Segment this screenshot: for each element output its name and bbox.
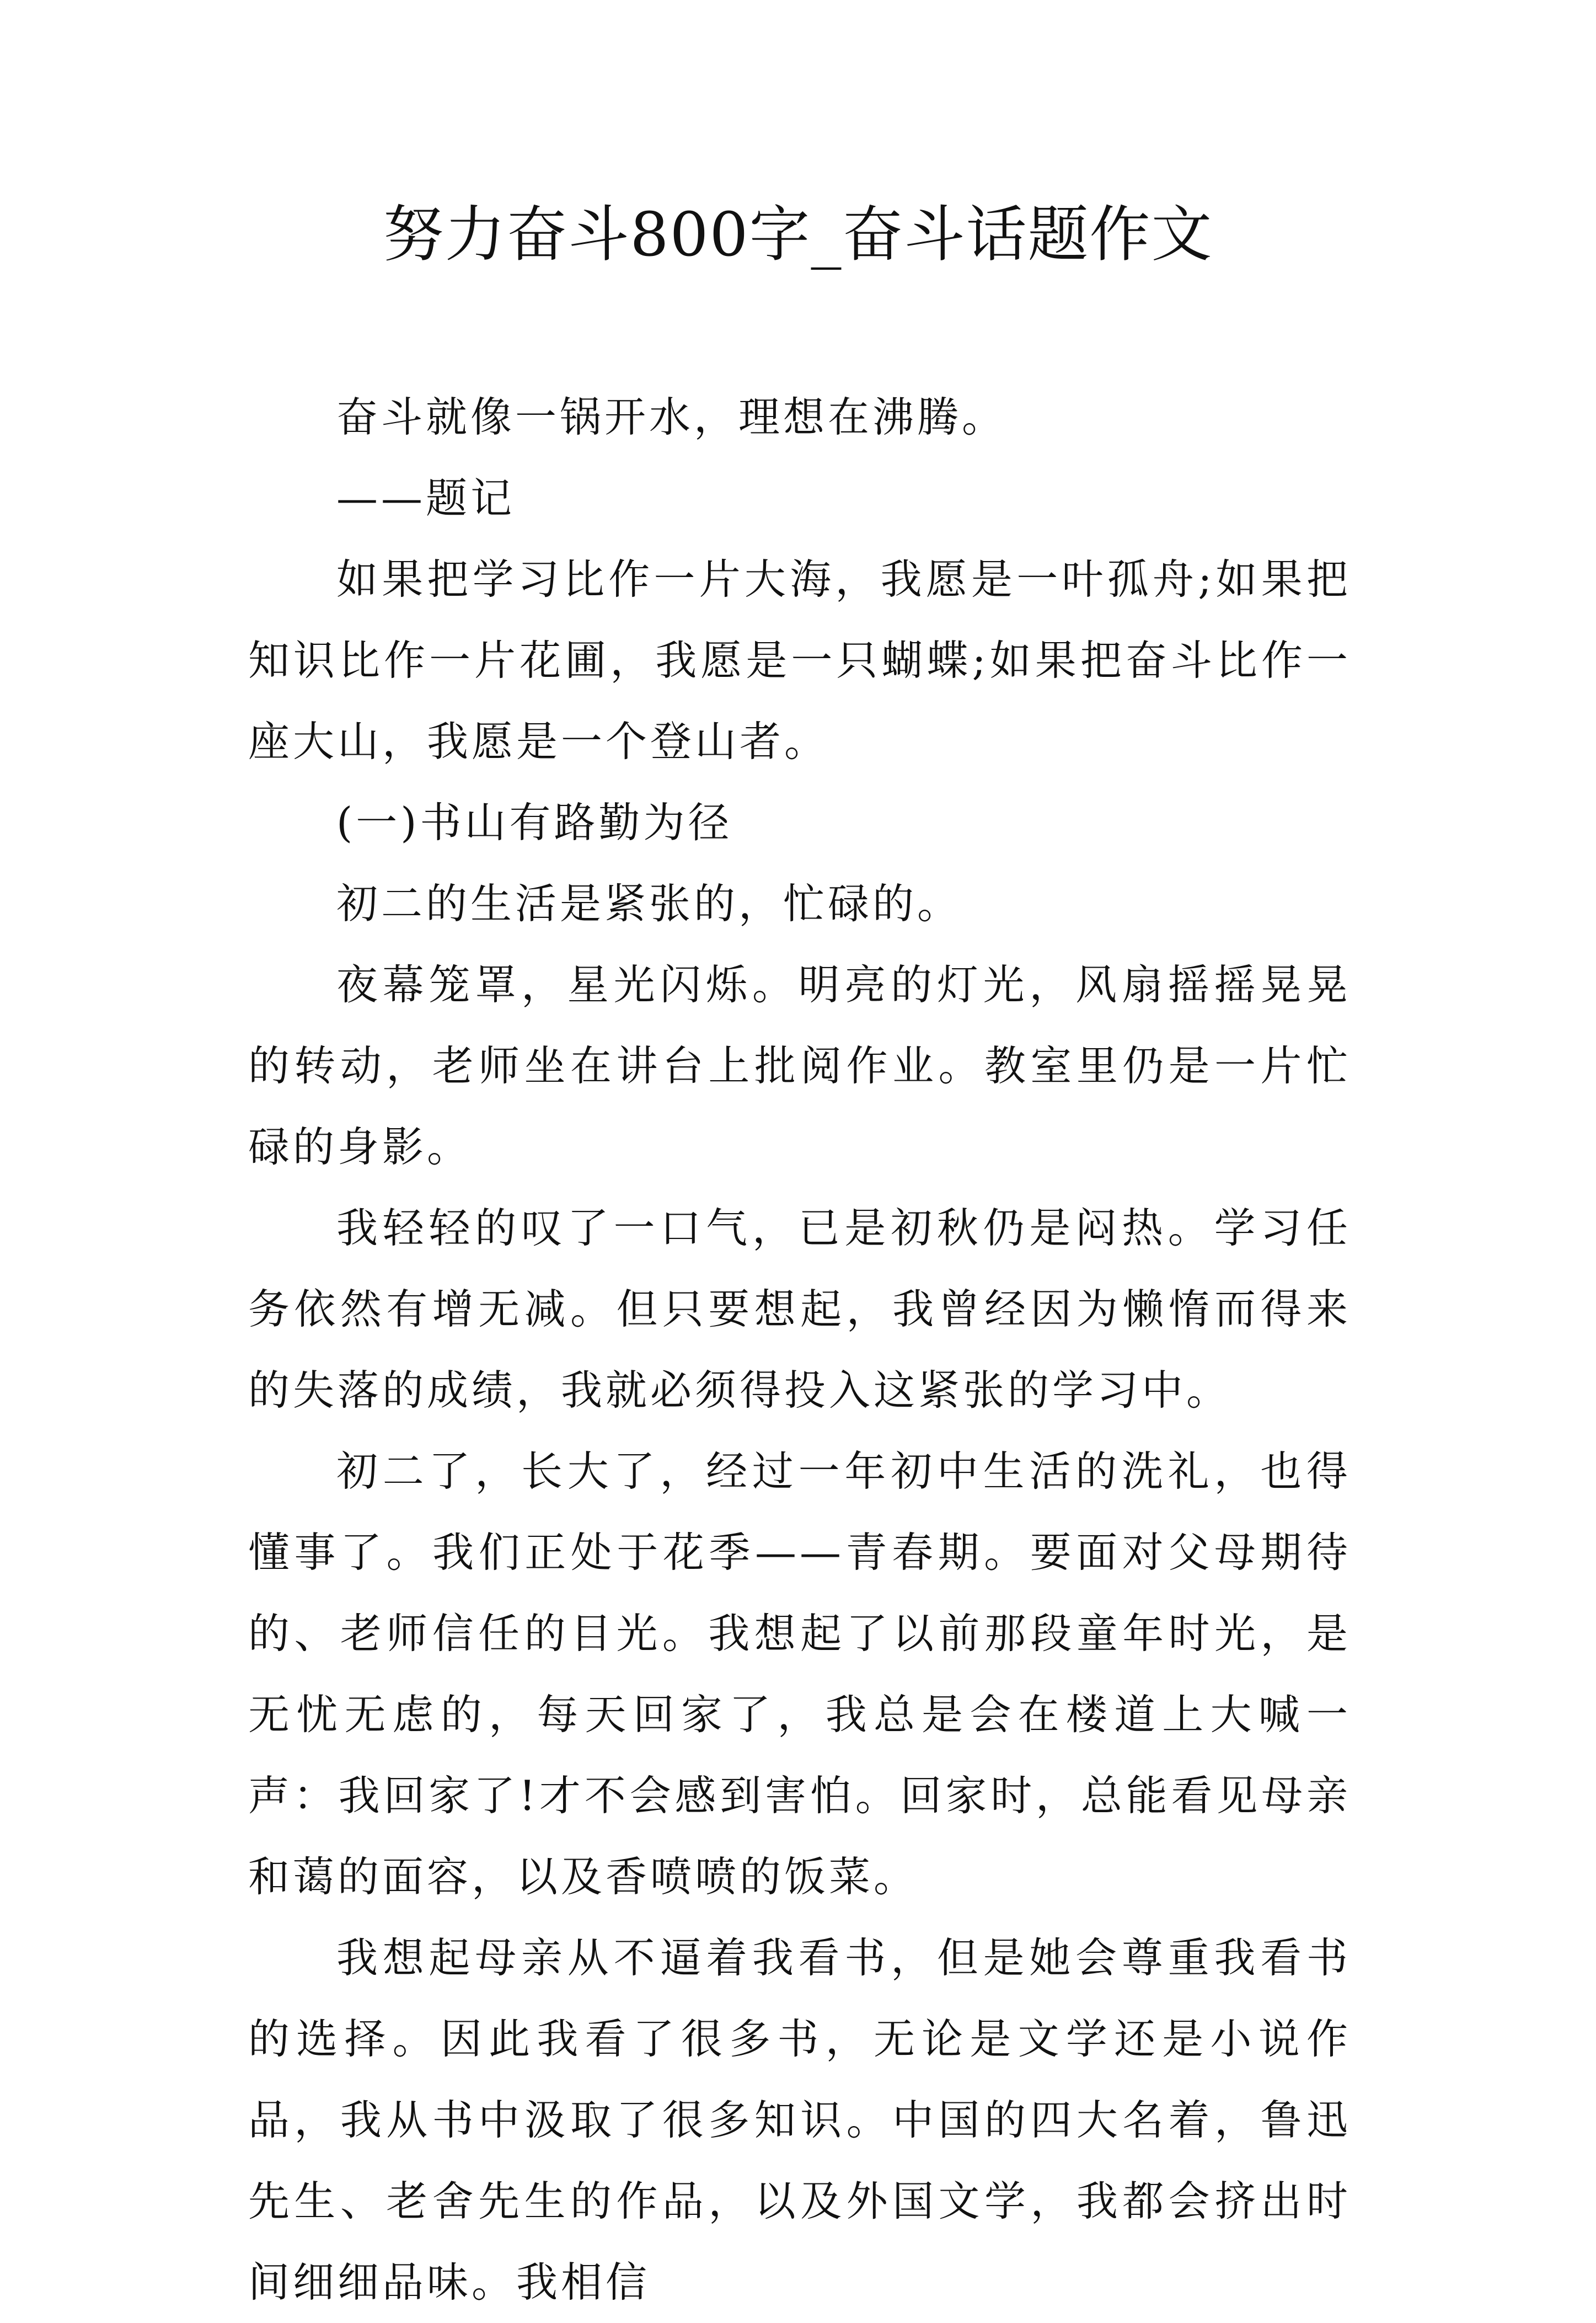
paragraph: 初二的生活是紧张的，忙碌的。 (336, 879, 962, 928)
paragraph: 如果把学习比作一片大海，我愿是一叶孤舟;如果把知识比作一片花圃，我愿是一只蝴蝶;如果把奋斗比作一座大山，我愿是一个登山者。 (248, 555, 1351, 766)
document-body (248, 377, 1351, 2323)
paragraph: 我想起母亲从不逼着我看书，但是她会尊重我看书的选择。因此我看了很多书，无论是文学还是小说作品，我从书中汲取了很多知识。中国的四大名着，鲁迅先生、老舍先生的作品，以及外国文学，我都会挤出时间细细品味。我相信 (248, 1934, 1351, 2306)
epigraph: 奋斗就像一锅开水，理想在沸腾。 (336, 393, 1007, 441)
epigraph-attribution: ——题记 (336, 474, 516, 522)
document-title: 努力奋斗800字_奋斗话题作文 (383, 199, 1213, 270)
section-heading: (一)书山有路勤为径 (336, 798, 733, 847)
paragraph: 夜幕笼罩，星光闪烁。明亮的灯光，风扇摇摇晃晃的转动，老师坐在讲台上批阅作业。教室里仍是一片忙碌的身影。 (248, 960, 1351, 1171)
paragraph: 初二了，长大了，经过一年初中生活的洗礼，也得懂事了。我们正处于花季——青春期。要面对父母期待的、老师信任的目光。我想起了以前那段童年时光，是无忧无虑的，每天回家了，我总是会在楼道上大喊一声：我回家了!才不会感到害怕。回家时，总能看见母亲和蔼的面容，以及香喷喷的饭菜。 (248, 1447, 1351, 1901)
paragraph: 我轻轻的叹了一口气，已是初秋仍是闷热。学习任务依然有增无减。但只要想起，我曾经因为懒惰而得来的失落的成绩，我就必须得投入这紧张的学习中。 (248, 1204, 1351, 1414)
